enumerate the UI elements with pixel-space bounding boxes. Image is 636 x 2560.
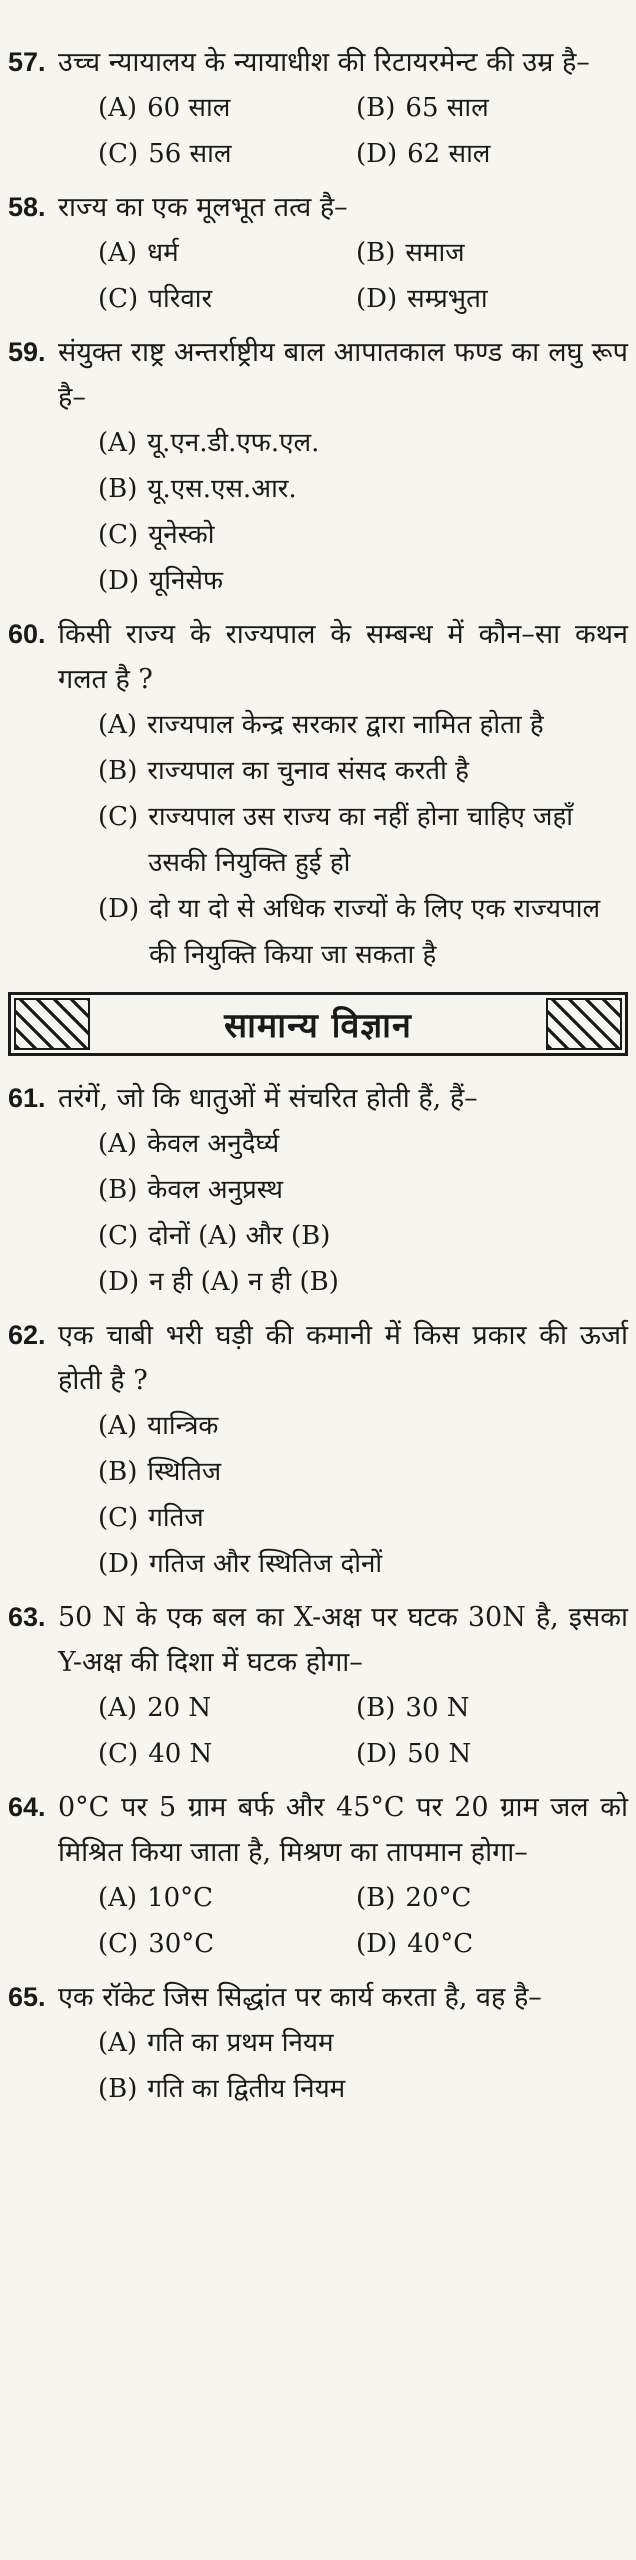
option-text: गति का द्वितीय नियम: [147, 2074, 346, 2104]
option-a: [98, 1403, 628, 1449]
option-c: [98, 276, 356, 322]
question-text: 50 N के एक बल का X-अक्ष पर घटक 30N है, इसका Y-अक्ष की दिशा में घटक होगा–: [58, 1602, 628, 1678]
option-label: (A): [98, 238, 138, 268]
question-line: [8, 330, 628, 420]
option-label: (D): [356, 1739, 398, 1769]
question-text: एक रॉकेट जिस सिद्धांत पर कार्य करता है, वह है–: [58, 1982, 542, 2013]
option-label: (A): [98, 93, 138, 123]
option-a: [98, 420, 628, 466]
option-text: 56 साल: [148, 139, 232, 169]
option-label: (B): [98, 756, 138, 786]
section-header: [8, 992, 628, 1056]
question-line: [8, 1785, 628, 1875]
option-label: (C): [98, 1929, 139, 1959]
option-label: (B): [98, 1457, 138, 1487]
option-label: (C): [98, 1503, 139, 1533]
question-number: 64.: [8, 1792, 46, 1822]
option-c: [98, 1495, 628, 1541]
option-d: [98, 1541, 628, 1587]
option-text: केवल अनुप्रस्थ: [147, 1175, 284, 1205]
option-text: राज्यपाल उस राज्य का नहीं होना चाहिए जहाँ उसकी नियुक्ति हुई हो: [148, 802, 574, 878]
option-text: केवल अनुदैर्घ्य: [147, 1129, 280, 1159]
question-64: [8, 1785, 628, 1967]
question-text: किसी राज्य के राज्यपाल के सम्बन्ध में कौन–सा कथन गलत है ?: [58, 619, 628, 695]
question-text: संयुक्त राष्ट्र अन्तर्राष्ट्रीय बाल आपातकाल फण्ड का लघु रूप है–: [58, 337, 628, 413]
option-b: [356, 1875, 628, 1921]
options-list: [98, 1685, 628, 1777]
options-list: [98, 1121, 628, 1305]
option-text: 50 N: [407, 1739, 472, 1769]
option-text: दोनों (A) और (B): [148, 1221, 331, 1251]
option-text: गतिज और स्थितिज दोनों: [149, 1549, 383, 1579]
options-list: [98, 702, 628, 978]
option-d: [356, 276, 628, 322]
question-number: 57.: [8, 47, 46, 77]
question-text: 0°C पर 5 ग्राम बर्फ और 45°C पर 20 ग्राम जल को मिश्रित किया जाता है, मिश्रण का तापमान होगा–: [58, 1792, 628, 1868]
option-b: [98, 2066, 628, 2112]
question-59: [8, 330, 628, 604]
option-a: [98, 2020, 628, 2066]
option-text: 40°C: [407, 1929, 474, 1959]
options-list: [98, 230, 628, 322]
question-number: 63.: [8, 1602, 46, 1632]
question-text: तरंगें, जो कि धातुओं में संचरित होती हैं, हैं–: [58, 1083, 478, 1114]
option-label: (C): [98, 1221, 139, 1251]
question-line: [8, 1975, 628, 2020]
option-b: [356, 1685, 628, 1731]
option-text: गति का प्रथम नियम: [147, 2028, 334, 2058]
option-b: [98, 748, 628, 794]
question-57: [8, 40, 628, 177]
option-label: (D): [98, 894, 140, 924]
option-text: यूनिसेफ: [149, 566, 224, 596]
question-number: 62.: [8, 1320, 46, 1350]
option-label: (D): [98, 1267, 140, 1297]
question-number: 65.: [8, 1982, 46, 2012]
option-label: (D): [356, 1929, 398, 1959]
option-c: [98, 794, 628, 886]
question-65: [8, 1975, 628, 2112]
option-label: (C): [98, 284, 139, 314]
questions-after-section: [8, 1076, 628, 2112]
option-a: [98, 1875, 356, 1921]
option-label: (A): [98, 1411, 138, 1441]
option-text: न ही (A) न ही (B): [149, 1267, 339, 1297]
option-label: (A): [98, 428, 138, 458]
option-text: धर्म: [147, 238, 179, 268]
question-line: [8, 1313, 628, 1403]
option-b: [98, 466, 628, 512]
question-line: [8, 1076, 628, 1121]
question-line: [8, 612, 628, 702]
option-text: समाज: [405, 238, 465, 268]
option-label: (D): [98, 566, 140, 596]
option-text: यू.एस.एस.आर.: [147, 474, 297, 504]
option-d: [98, 886, 628, 978]
option-text: यूनेस्को: [148, 520, 215, 550]
question-line: [8, 40, 628, 85]
option-text: सम्प्रभुता: [407, 284, 488, 314]
option-d: [98, 558, 628, 604]
question-61: [8, 1076, 628, 1305]
options-list: [98, 1403, 628, 1587]
option-label: (D): [356, 284, 398, 314]
option-b: [98, 1167, 628, 1213]
questions-before-section: [8, 40, 628, 978]
question-63: [8, 1595, 628, 1777]
option-label: (D): [98, 1549, 140, 1579]
option-label: (A): [98, 710, 138, 740]
option-text: परिवार: [148, 284, 213, 314]
option-text: यान्त्रिक: [147, 1411, 219, 1441]
options-list: [98, 85, 628, 177]
option-c: [98, 1731, 356, 1777]
option-label: (C): [98, 520, 139, 550]
options-list: [98, 1875, 628, 1967]
question-text: उच्च न्यायालय के न्यायाधीश की रिटायरमेन्ट की उम्र है–: [58, 47, 590, 78]
question-62: [8, 1313, 628, 1587]
option-label: (B): [98, 2074, 138, 2104]
option-b: [98, 1449, 628, 1495]
question-number: 60.: [8, 619, 46, 649]
option-text: दो या दो से अधिक राज्यों के लिए एक राज्यपाल की नियुक्ति किया जा सकता है: [149, 894, 601, 970]
option-text: 30°C: [148, 1929, 215, 1959]
question-number: 61.: [8, 1083, 46, 1113]
section-title: सामान्य विज्ञान: [224, 1006, 412, 1046]
option-text: 40 N: [148, 1739, 213, 1769]
option-text: 30 N: [405, 1693, 470, 1723]
option-label: (B): [356, 238, 396, 268]
option-label: (B): [98, 474, 138, 504]
option-label: (C): [98, 139, 139, 169]
option-a: [98, 702, 628, 748]
option-b: [356, 230, 628, 276]
option-text: स्थितिज: [147, 1457, 222, 1487]
option-text: 62 साल: [407, 139, 491, 169]
options-list: [98, 420, 628, 604]
option-label: (A): [98, 2028, 138, 2058]
option-label: (D): [356, 139, 398, 169]
question-number: 59.: [8, 337, 46, 367]
option-c: [98, 1921, 356, 1967]
option-text: 20 N: [147, 1693, 212, 1723]
option-label: (C): [98, 802, 139, 832]
option-a: [98, 85, 356, 131]
option-label: (A): [98, 1883, 138, 1913]
question-line: [8, 1595, 628, 1685]
option-text: 65 साल: [405, 93, 489, 123]
option-text: 60 साल: [147, 93, 231, 123]
question-60: [8, 612, 628, 978]
option-label: (A): [98, 1693, 138, 1723]
option-label: (B): [356, 93, 396, 123]
option-text: 20°C: [405, 1883, 472, 1913]
hatch-pattern-left: [14, 998, 90, 1050]
option-c: [98, 1213, 628, 1259]
option-d: [356, 131, 628, 177]
option-c: [98, 131, 356, 177]
option-d: [98, 1259, 628, 1305]
option-a: [98, 1121, 628, 1167]
question-line: [8, 185, 628, 230]
hatch-pattern-right: [546, 998, 622, 1050]
question-58: [8, 185, 628, 322]
option-d: [356, 1921, 628, 1967]
question-text: राज्य का एक मूलभूत तत्व है–: [58, 192, 348, 223]
option-text: 10°C: [147, 1883, 214, 1913]
option-c: [98, 512, 628, 558]
option-text: राज्यपाल केन्द्र सरकार द्वारा नामित होता है: [147, 710, 544, 740]
option-text: गतिज: [148, 1503, 204, 1533]
question-text: एक चाबी भरी घड़ी की कमानी में किस प्रकार की ऊर्जा होती है ?: [58, 1320, 628, 1396]
option-text: यू.एन.डी.एफ.एल.: [147, 428, 320, 458]
option-label: (B): [356, 1693, 396, 1723]
option-label: (A): [98, 1129, 138, 1159]
option-label: (C): [98, 1739, 139, 1769]
options-list: [98, 2020, 628, 2112]
option-a: [98, 230, 356, 276]
option-a: [98, 1685, 356, 1731]
option-b: [356, 85, 628, 131]
option-d: [356, 1731, 628, 1777]
option-text: राज्यपाल का चुनाव संसद करती है: [147, 756, 469, 786]
question-number: 58.: [8, 192, 46, 222]
option-label: (B): [356, 1883, 396, 1913]
option-label: (B): [98, 1175, 138, 1205]
